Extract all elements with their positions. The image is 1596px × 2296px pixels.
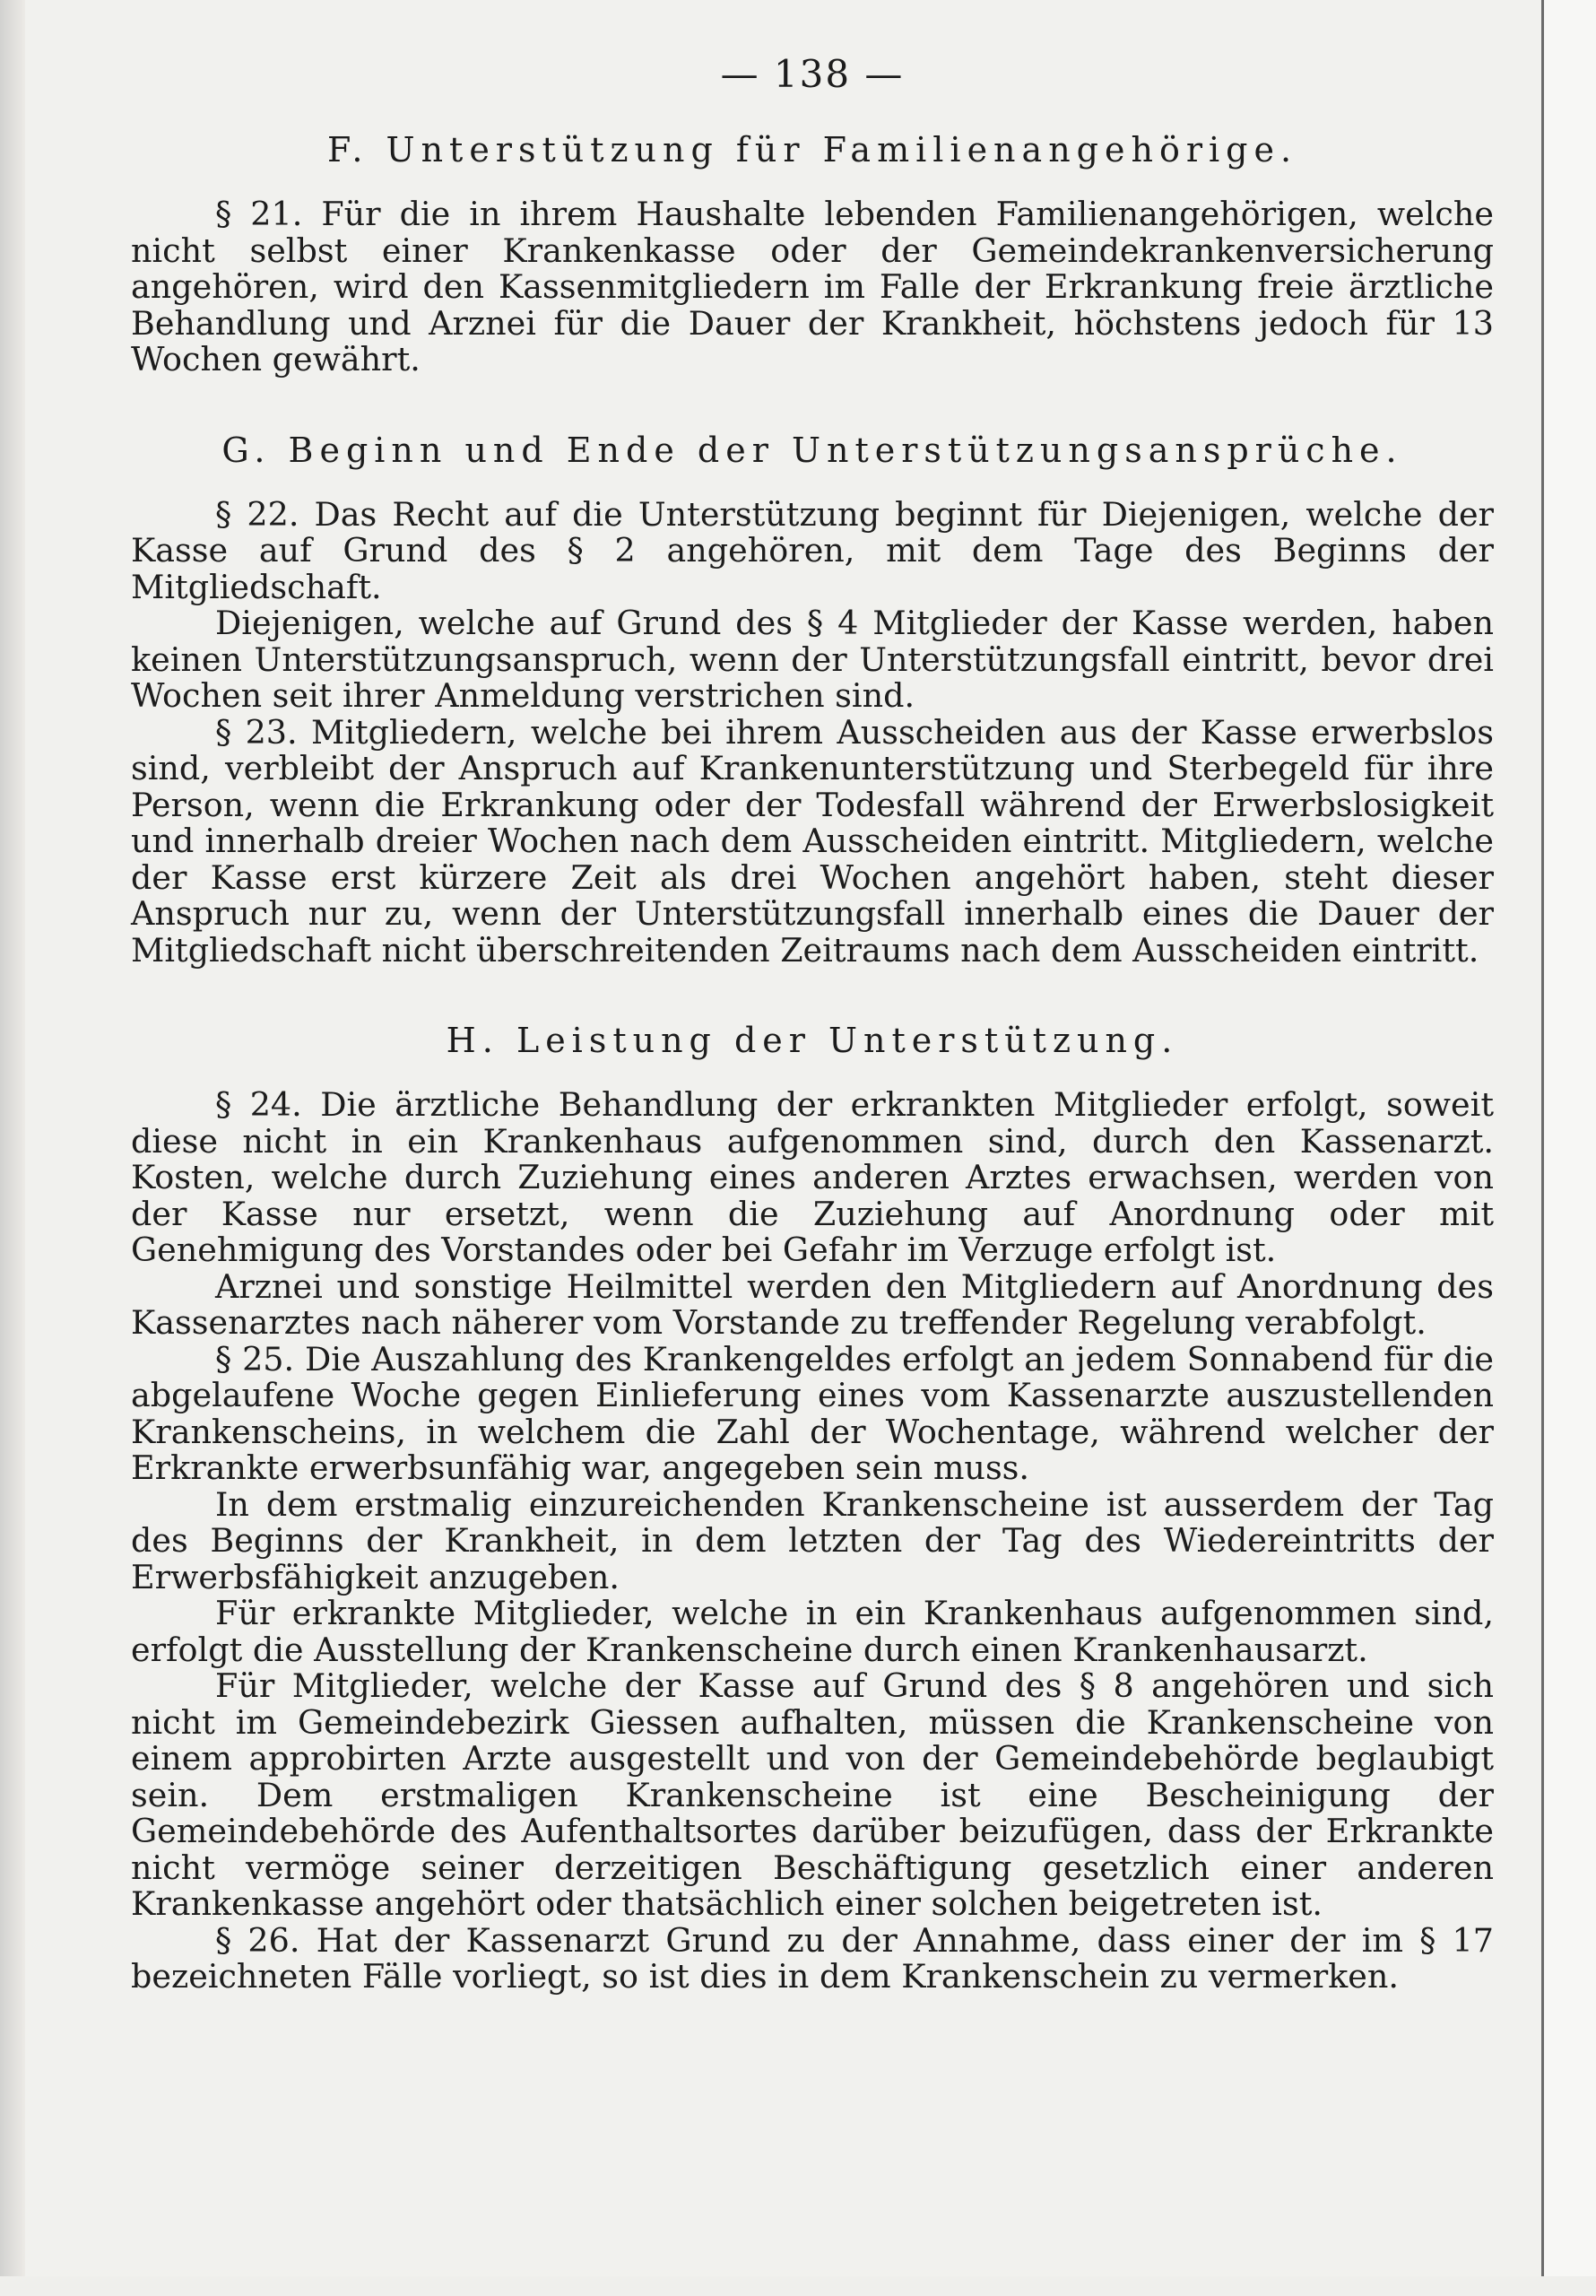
section-heading-g: G. Beginn und Ende der Unterstützungsansprüche. xyxy=(221,430,1403,470)
scan-bottom-edge xyxy=(0,2276,1596,2296)
paragraph-21: § 21. Für die in ihrem Haushalte lebenden Familienangehörigen, welche nicht selbst einer Krankenkasse oder der Gemeindekrankenversicherung angehören, wird den Kassenmitgliedern im Falle der Erkrankung freie ärztliche Behandlung und Arznei für die Dauer der Krankheit, höchstens jedoch für 13 Wochen gewährt. xyxy=(131,195,1494,378)
paragraph-22-continued: Diejenigen, welche auf Grund des § 4 Mitglieder der Kasse werden, haben keinen Unterstützungsanspruch, wenn der Unterstützungsfall eintritt, bevor drei Wochen seit ihrer Anmeldung verstrichen sind. xyxy=(131,604,1494,715)
paragraph-22: § 22. Das Recht auf die Unterstützung beginnt für Diejenigen, welche der Kasse auf Grund des § 2 angehören, mit dem Tage des Beginns der Mitgliedschaft. xyxy=(131,494,1494,606)
paragraph-25-erstmalig: In dem erstmalig einzureichenden Krankenscheine ist ausserdem der Tag des Beginns der Krankheit, in dem letzten der Tag des Wiedereintritts der Erwerbsfähigkeit anzugeben. xyxy=(131,1484,1494,1596)
section-spacer xyxy=(131,378,1494,430)
paragraph-26: § 26. Hat der Kassenarzt Grund zu der Annahme, dass einer der im § 17 bezeichneten Fälle vorliegt, so ist dies in dem Krankenschein zu vermerken. xyxy=(131,1920,1494,1996)
section-heading-f: F. Unterstützung für Familienangehörige. xyxy=(326,130,1298,170)
paragraph-24: § 24. Die ärztliche Behandlung der erkrankten Mitglieder erfolgt, soweit diese nicht in ein Krankenhaus aufgenommen sind, durch den Kassenarzt. Kosten, welche durch Zuziehung eines anderen Arztes erwachsen, werden von der Kasse nur ersetzt, wenn die Zuziehung auf Anordnung oder mit Genehmigung des Vorstandes oder bei Gefahr im Verzuge erfolgt ist. xyxy=(131,1085,1494,1269)
paragraph-25-giessen: Für Mitglieder, welche der Kasse auf Grund des § 8 angehören und sich nicht im Gemeindebezirk Giessen aufhalten, müssen die Krankenscheine von einem approbirten Arzte ausgestellt und von der Gemeindebehörde beglaubigt sein. Dem erstmaligen Krankenscheine ist eine Bescheinigung der Gemeindebehörde des Aufenthaltsortes darüber beizufügen, dass der Erkrankte nicht vermöge seiner derzeitigen Beschäftigung gesetzlich einer anderen Krankenkasse angehört oder thatsächlich einer solchen beigetreten ist. xyxy=(131,1666,1494,1923)
section-spacer xyxy=(131,969,1494,1021)
page-number: — 138 — xyxy=(720,52,905,96)
paragraph-24-arznei: Arznei und sonstige Heilmittel werden den Mitgliedern auf Anordnung des Kassenarztes nach näherer vom Vorstande zu treffender Regelung verabfolgt. xyxy=(131,1266,1494,1342)
scan-left-shadow xyxy=(0,0,25,2296)
paragraph-23: § 23. Mitgliedern, welche bei ihrem Ausscheiden aus der Kasse erwerbslos sind, verbleibt der Anspruch auf Krankenunterstützung und Sterbegeld für ihre Person, wenn die Erkrankung oder der Todesfall während der Erwerbslosigkeit und innerhalb dreier Wochen nach dem Ausscheiden eintritt. Mitgliedern, welche der Kasse erst kürzere Zeit als drei Wochen angehört haben, steht dieser Anspruch nur zu, wenn der Unterstützungsfall innerhalb eines die Dauer der Mitgliedschaft nicht überschreitenden Zeitraums nach dem Ausscheiden eintritt. xyxy=(131,712,1494,970)
paragraph-25: § 25. Die Auszahlung des Krankengeldes erfolgt an jedem Sonnabend für die abgelaufene Woche gegen Einlieferung eines vom Kassenarzte auszustellenden Krankenscheins, in welchem die Zahl der Wochentage, während welcher der Erkrankte erwerbsunfähig war, angegeben sein muss. xyxy=(131,1339,1494,1487)
section-heading-h: H. Leistung der Unterstützung. xyxy=(446,1021,1179,1060)
page-content xyxy=(131,52,1494,1996)
scan-right-edge xyxy=(1541,0,1596,2296)
paragraph-25-krankenhaus: Für erkrankte Mitglieder, welche in ein Krankenhaus aufgenommen sind, erfolgt die Ausstellung der Krankenscheine durch einen Krankenhausarzt. xyxy=(131,1594,1494,1669)
